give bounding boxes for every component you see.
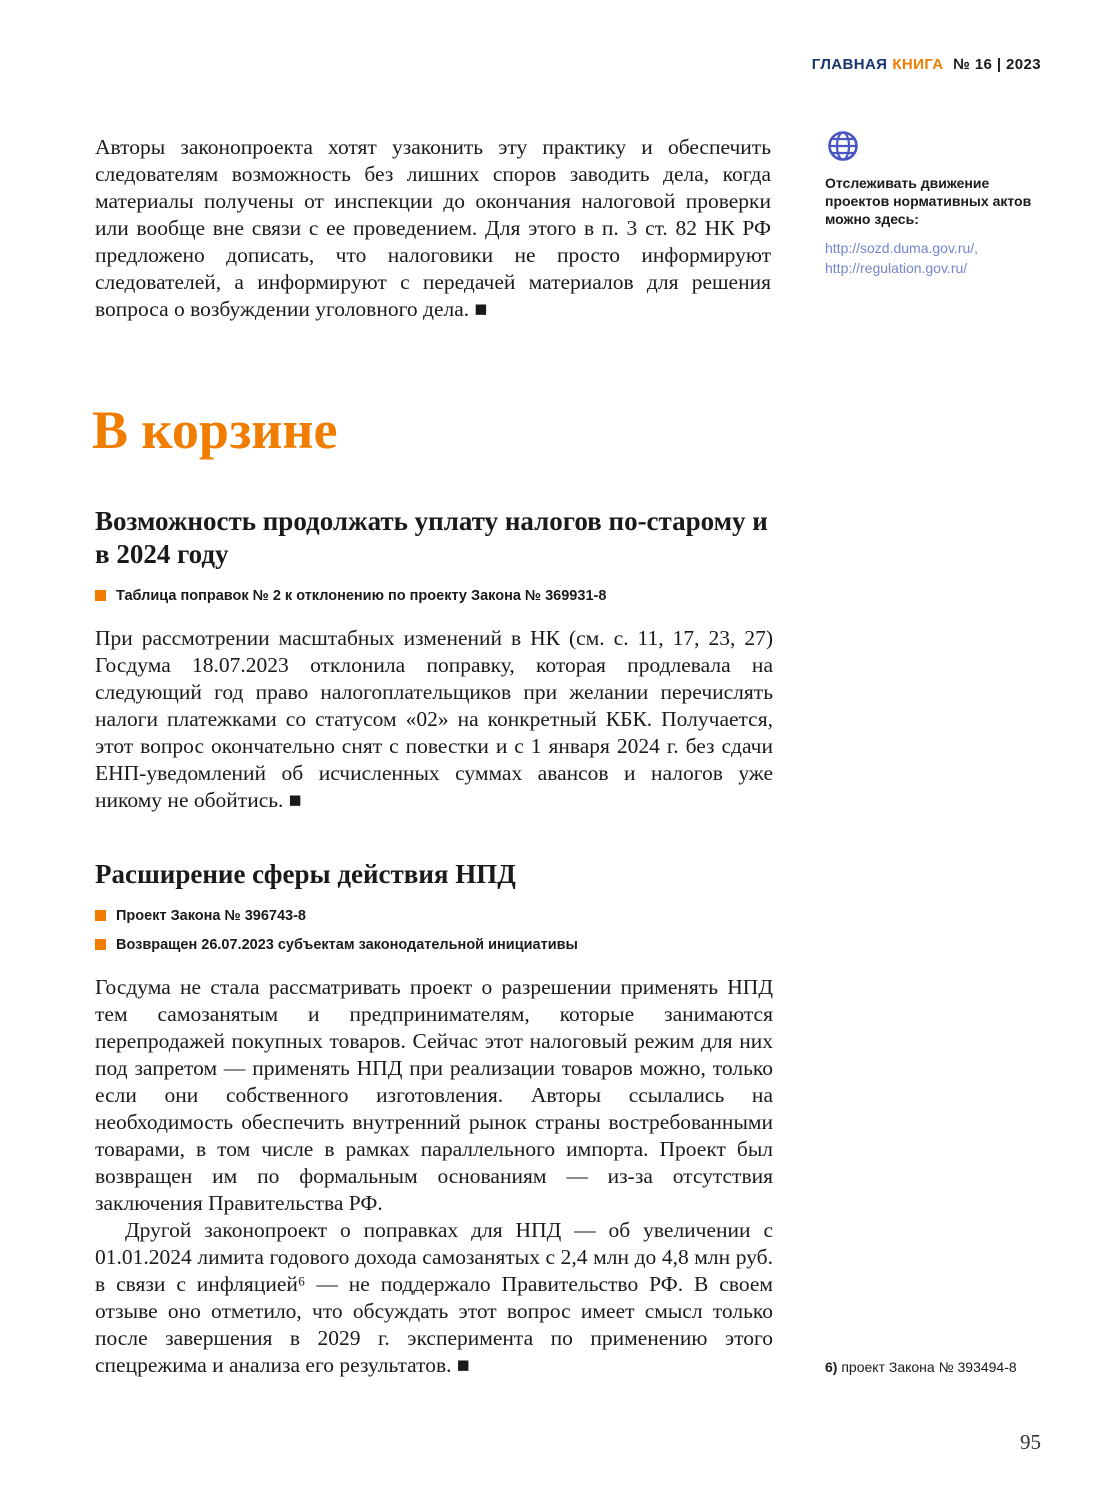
article-tax-payment-old-way — [95, 505, 773, 814]
sidebar-link-regulation[interactable]: http://regulation.gov.ru/ — [825, 260, 968, 276]
brand-kniga: КНИГА — [892, 56, 944, 73]
sidebar-note — [825, 128, 1043, 278]
page-header — [812, 56, 1041, 73]
sidebar-link-sozd-duma[interactable]: http://sozd.duma.gov.ru/, — [825, 240, 979, 256]
section-title-v-korzine: В корзине — [92, 400, 338, 460]
bullet-label: Таблица поправок № 2 к отклонению по проекту Закона № 369931-8 — [116, 588, 607, 604]
footnote — [825, 1358, 1043, 1376]
issue-number: № 16 | 2023 — [953, 56, 1041, 73]
article-paragraph: Госдума не стала рассматривать проект о разрешении применять НПД тем самозанятым и предпринимателям, которые занимаются перепродажей покупных товаров. Сейчас этот налоговый режим для них под запретом — применять НПД при реализации товаров можно, только если они собственного изготовления. Авторы ссылались на необходимость обеспечить внутренний рынок страны востребованными товарами, в том числе в рамках параллельного импорта. Проект был возвращен им по формальным основаниям — из-за отсутствия заключения Правительства РФ. — [95, 975, 773, 1215]
bullet-label: Возвращен 26.07.2023 субъектам законодательной инициативы — [116, 937, 578, 953]
globe-icon — [825, 128, 861, 164]
bullet-label: Проект Закона № 396743-8 — [116, 908, 306, 924]
article-bullet — [95, 907, 773, 925]
footnote-text: проект Закона № 393494-8 — [837, 1359, 1017, 1375]
article-bullet — [95, 936, 773, 954]
article-npd-expansion — [95, 858, 773, 1379]
article-title: Расширение сферы действия НПД — [95, 859, 516, 889]
sidebar-note-title: Отслеживать движение проектов нормативных актов можно здесь: — [825, 175, 1032, 227]
bullet-square-icon — [95, 939, 106, 950]
bullet-square-icon — [95, 910, 106, 921]
article-paragraph: Другой законопроект о поправках для НПД — об увеличении с 01.01.2024 лимита годового дохода самозанятых с 2,4 млн до 4,8 млн руб. в связи с инфляцией⁶ — не поддержало Правительство РФ. В своем отзыве оно отметило, что обсуждать этот вопрос имеет смысл только после завершения в 2029 г. эксперимента по применению этого спецрежима и анализа его результатов. ■ — [95, 1218, 773, 1377]
intro-paragraph: Авторы законопроекта хотят узаконить эту практику и обеспечить следователям возможность без лишних споров заводить дела, когда материалы получены от инспекции до окончания налоговой проверки или вообще вне связи с ее проведением. Для этого в п. 3 ст. 82 НК РФ предложено дописать, что налоговики не просто информируют следователей, а информируют с передачей материалов для решения вопроса о возбуждении уголовного дела. ■ — [95, 135, 771, 321]
page-number: 95 — [1020, 1430, 1041, 1454]
brand-glavnaya: ГЛАВНАЯ — [811, 56, 888, 73]
footnote-marker: 6) — [825, 1359, 838, 1375]
article-bullet — [95, 587, 773, 605]
article-title: Возможность продолжать уплату налогов по-старому и в 2024 году — [95, 506, 768, 569]
bullet-square-icon — [95, 590, 106, 601]
article-paragraph: При рассмотрении масштабных изменений в НК (см. с. 11, 17, 23, 27) Госдума 18.07.2023 отклонила поправку, которая продлевала на следующий год право налогоплательщиков при желании перечислять налоги платежками со статусом «02» на конкретный КБК. Получается, этот вопрос окончательно снят с повестки и с 1 января 2024 г. без сдачи ЕНП-уведомлений об исчисленных суммах авансов и налогов уже никому не обойтись. ■ — [95, 626, 773, 812]
